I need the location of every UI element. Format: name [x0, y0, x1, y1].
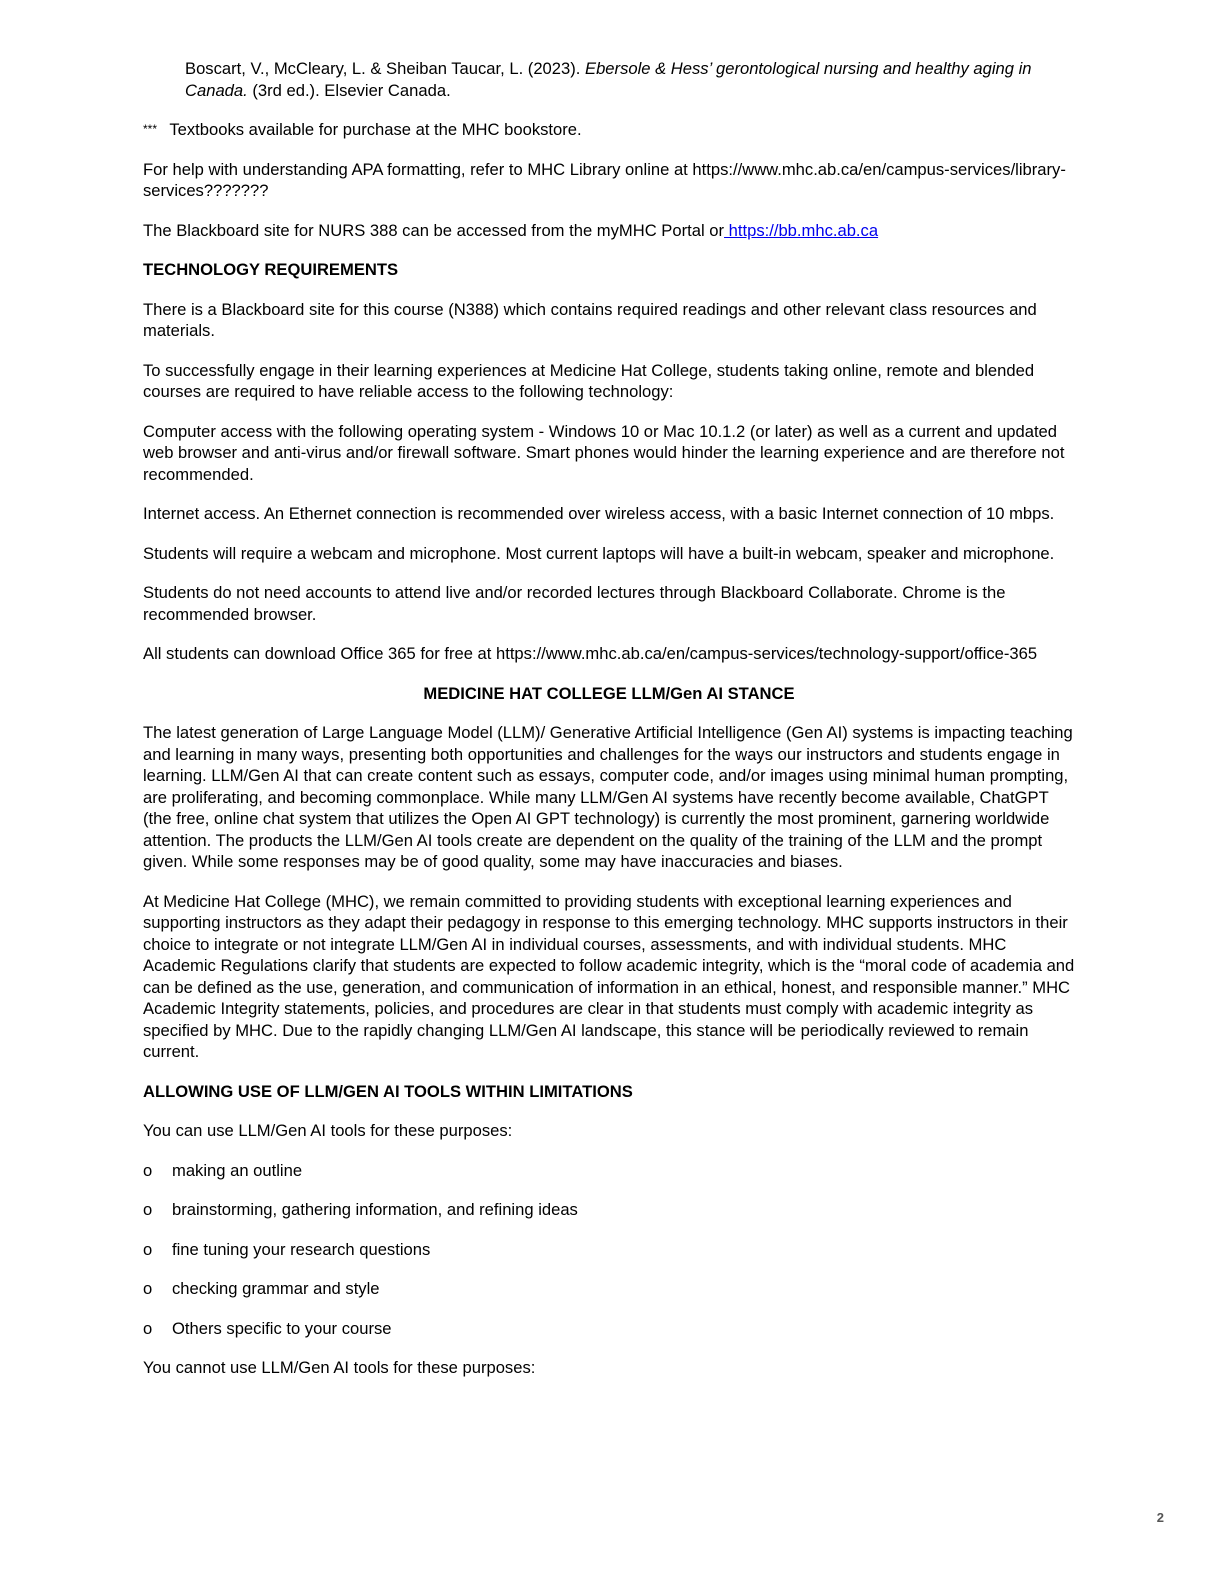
tech-paragraph-7: All students can download Office 365 for free at https://www.mhc.ab.ca/en/campus-services/technology-support/office-365 — [143, 644, 1038, 663]
note-text: Textbooks available for purchase at the MHC bookstore. — [169, 120, 582, 139]
bullet-marker: o — [143, 1239, 153, 1259]
tech-paragraph-4: Internet access. An Ethernet connection is recommended over wireless access, with a basic Internet connection of 10 mbps. — [143, 504, 1055, 523]
textbook-reference — [185, 58, 1075, 101]
list-item-text: brainstorming, gathering information, and refining ideas — [172, 1200, 578, 1219]
blackboard-access-paragraph — [143, 220, 1075, 242]
bullet-marker: o — [143, 1160, 153, 1180]
disallowed-uses-intro: You cannot use LLM/Gen AI tools for these purposes: — [143, 1358, 536, 1377]
ai-stance-heading: MEDICINE HAT COLLEGE LLM/Gen AI STANCE — [423, 683, 795, 703]
allowing-use-heading: ALLOWING USE OF LLM/GEN AI TOOLS WITHIN LIMITATIONS — [143, 1081, 633, 1101]
tech-requirements-heading: TECHNOLOGY REQUIREMENTS — [143, 260, 399, 279]
ai-stance-paragraph-2: At Medicine Hat College (MHC), we remain committed to providing students with exceptional learning experiences and supporting instructors as they adapt their pedagogy in response to this emerging technology. MHC supports instructors in their choice to integrate or not integrate LLM/Gen AI in individual courses, assessments, and with individual students. MHC Academic Regulations clarify that students are expected to follow academic integrity, which is the “moral code of academia and can be defined as the use, generation, and communication of information in an ethical, honest, and responsible manner.” MHC Academic Integrity statements, policies, and procedures are clear in that students must comply with academic integrity as specified by MHC. Due to the rapidly changing LLM/Gen AI landscape, this stance will be periodically reviewed to remain current. — [143, 891, 1075, 1061]
list-item — [143, 1239, 1075, 1261]
list-item-text: Others specific to your course — [172, 1318, 392, 1338]
apa-help-paragraph: For help with understanding APA formatting, refer to MHC Library online at https://www.mhc.ab.ca/en/campus-services/library-services??????? — [143, 159, 1066, 200]
list-item — [143, 1278, 1075, 1300]
blackboard-access-text: The Blackboard site for NURS 388 can be accessed from the myMHC Portal or — [143, 220, 725, 240]
page-number: 2 — [1156, 1510, 1164, 1525]
reference-title: Ebersole & Hess’ gerontological nursing and healthy aging in Canada. — [185, 59, 1032, 100]
list-item-text: making an outline — [172, 1160, 303, 1180]
tech-paragraph-3: Computer access with the following operating system - Windows 10 or Mac 10.1.2 (or later) as well as a current and updated web browser and anti-virus and/or firewall software. Smart phones would hinder the learning experience and are therefore not recommended. — [143, 421, 1065, 484]
allowed-uses-list — [143, 1160, 1075, 1340]
bullet-marker: o — [143, 1200, 153, 1219]
ai-stance-paragraph-1: The latest generation of Large Language Model (LLM)/ Generative Artificial Intelligence (Gen AI) systems is impacting teaching and learning in many ways, presenting both opportunities and challenges for the ways our instructors and students engage in learning. LLM/Gen AI that can create content such as essays, computer code, and/or images using minimal human prompting, are proliferating, and becoming commonplace. While many LLM/Gen AI systems have recently become available, ChatGPT (the free, online chat system that utilizes the Open AI GPT technology) is currently the most prominent, garnering worldwide attention. The products the LLM/Gen AI tools create are dependent on the quality of the training of the LLM and the prompt given. While some responses may be of good quality, some may have inaccuracies and biases. — [143, 723, 1073, 871]
reference-edition: (3rd ed.). Elsevier Canada. — [252, 80, 451, 100]
list-item — [143, 1160, 1075, 1182]
list-item-text: checking grammar and style — [172, 1279, 380, 1298]
tech-paragraph-5: Students will require a webcam and microphone. Most current laptops will have a built-in webcam, speaker and microphone. — [143, 543, 1055, 563]
list-item — [143, 1318, 1075, 1340]
list-item-text: fine tuning your research questions — [172, 1239, 431, 1259]
allowed-uses-intro: You can use LLM/Gen AI tools for these purposes: — [143, 1121, 513, 1140]
tech-paragraph-2: To successfully engage in their learning experiences at Medicine Hat College, students taking online, remote and blended courses are required to have reliable access to the following technology: — [143, 360, 1035, 401]
document-page — [143, 58, 1075, 1397]
tech-paragraph-1: There is a Blackboard site for this course (N388) which contains required readings and other relevant class resources and materials. — [143, 299, 1037, 340]
textbook-note — [143, 119, 1075, 141]
reference-authors: Boscart, V., McCleary, L. & Sheiban Taucar, L. (2023). — [185, 59, 581, 78]
list-item — [143, 1199, 1075, 1221]
tech-paragraph-6: Students do not need accounts to attend live and/or recorded lectures through Blackboard Collaborate. Chrome is the recommended browser. — [143, 583, 1006, 624]
note-marker: *** — [143, 122, 158, 136]
bullet-marker: o — [143, 1318, 153, 1338]
bullet-marker: o — [143, 1279, 153, 1298]
blackboard-link[interactable]: https://bb.mhc.ab.ca — [724, 220, 879, 240]
